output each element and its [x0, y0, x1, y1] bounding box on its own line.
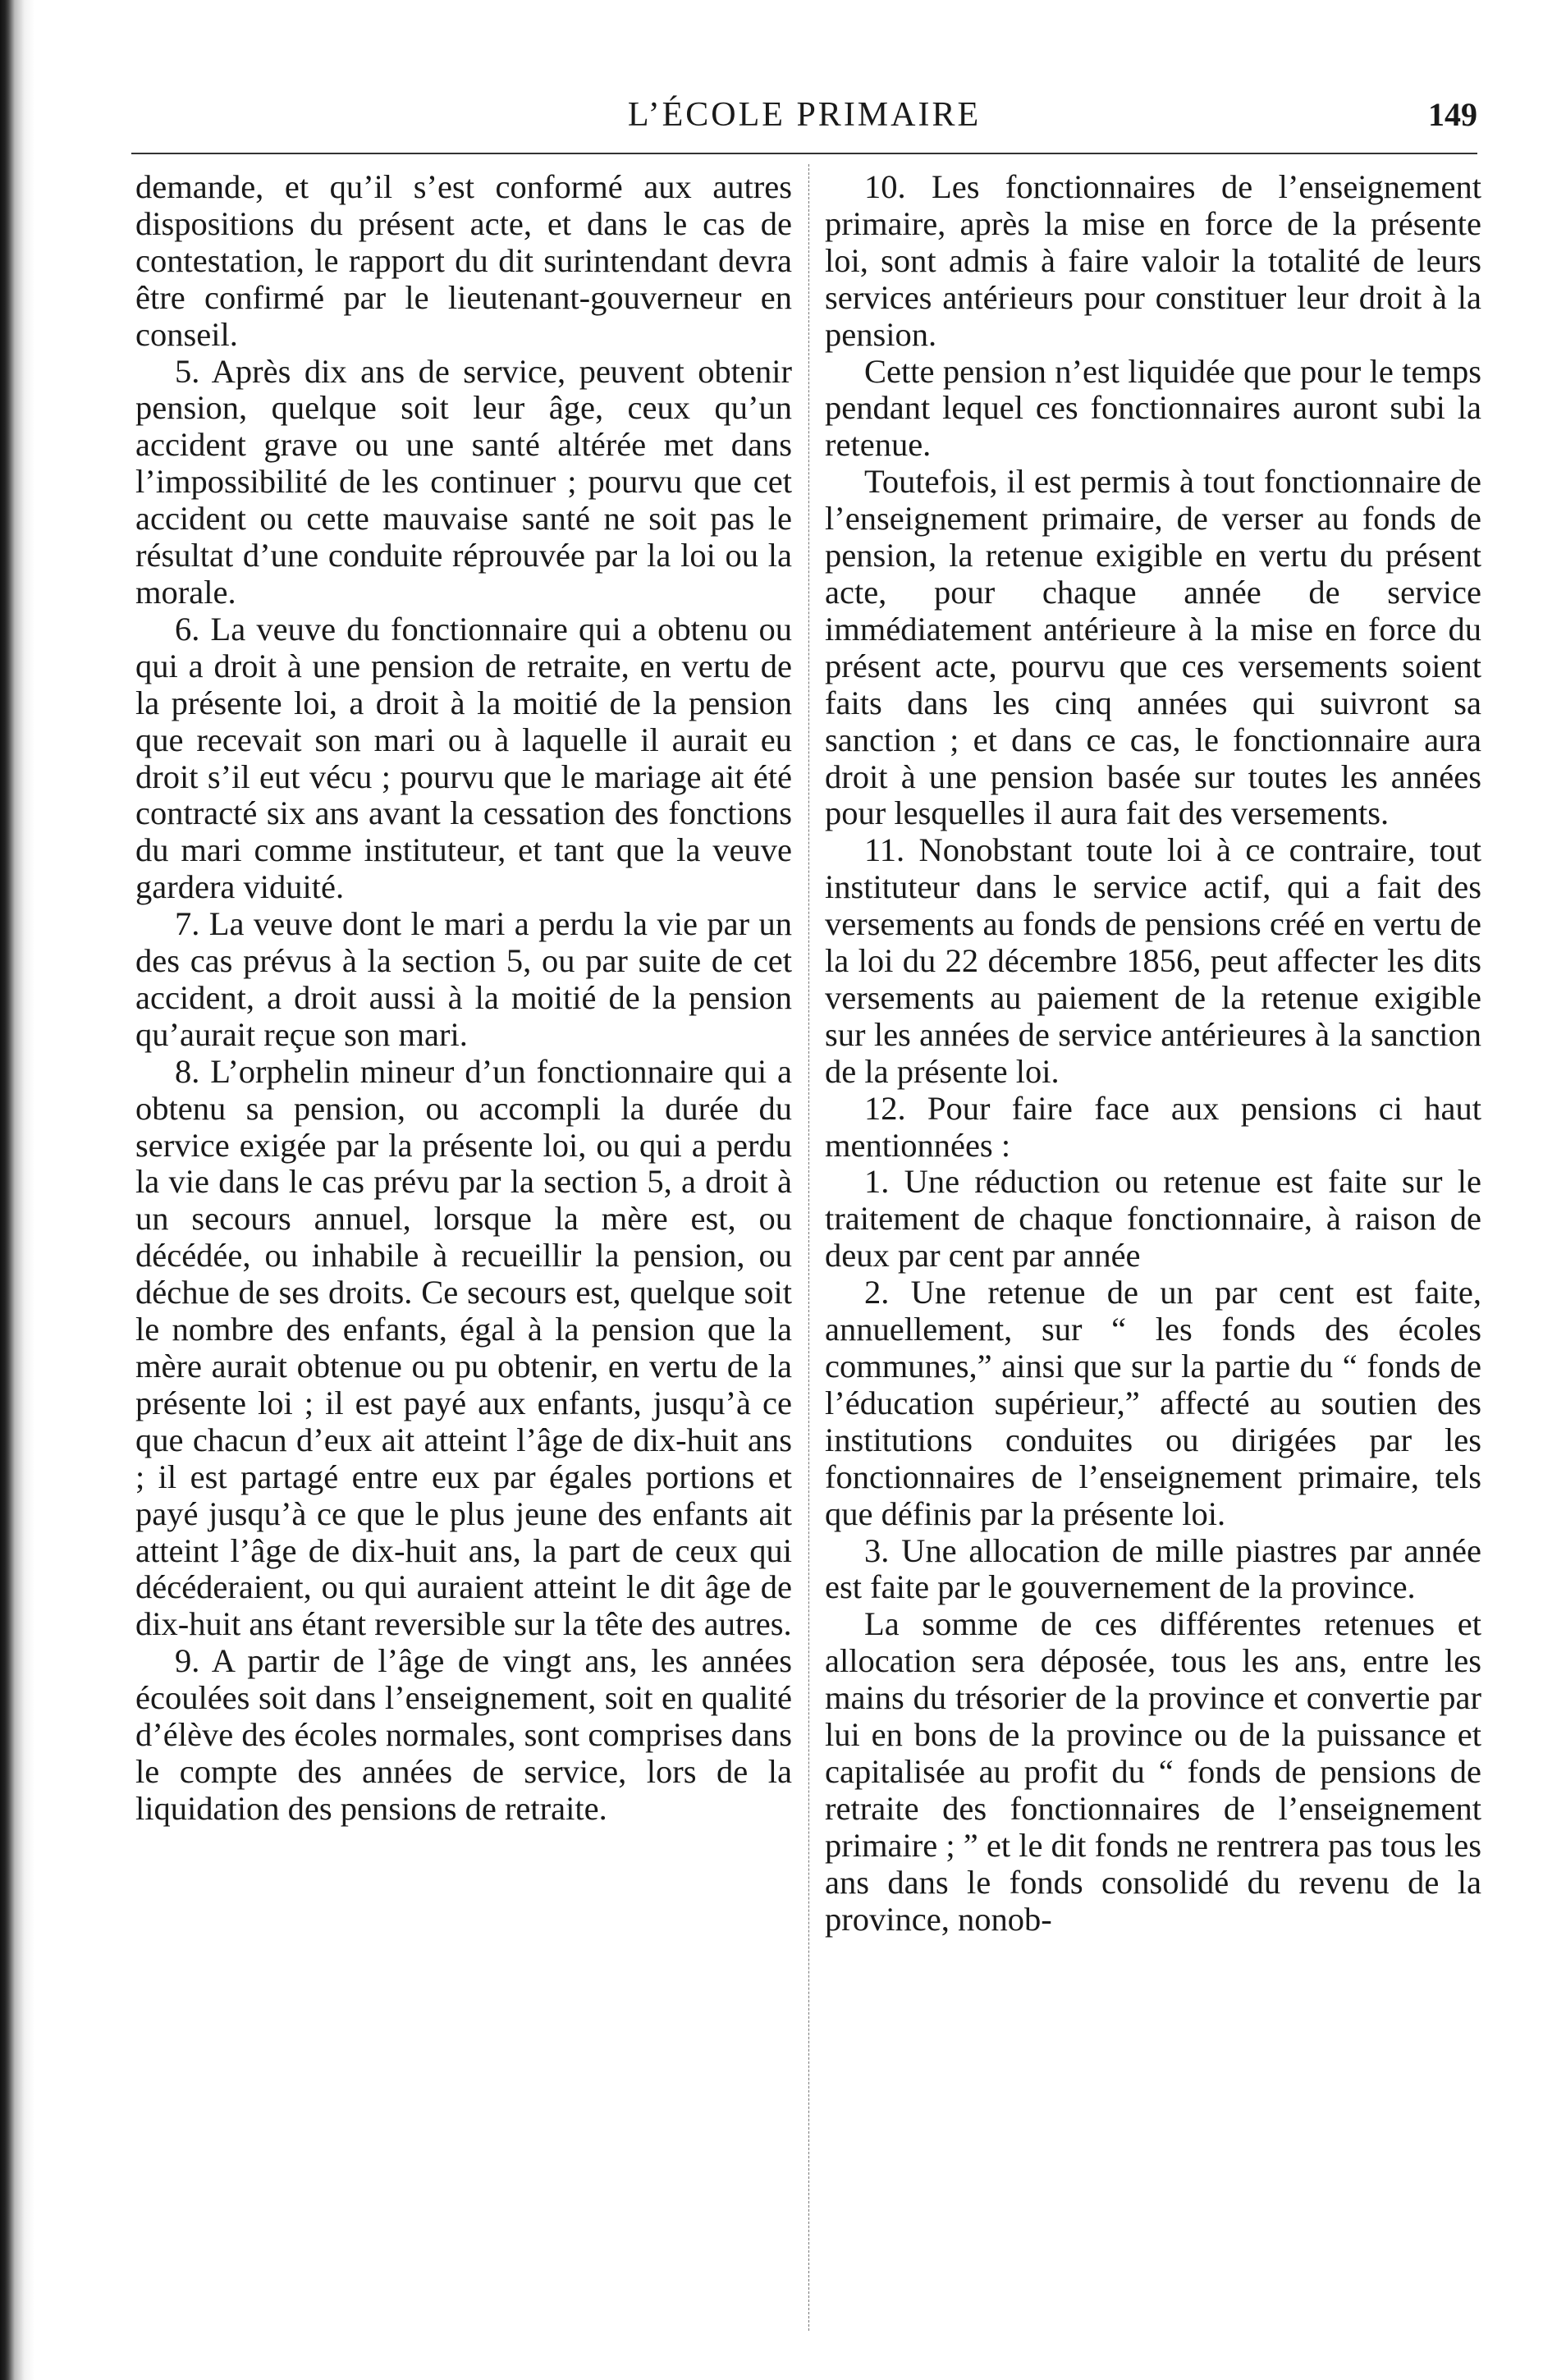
paragraph: Cette pension n’est liquidée que pour le temps pendant lequel ces fonctionnaires auront subi la retenue.	[825, 352, 1481, 464]
paragraph: 3. Une allocation de mille piastres par année est faite par le gouvernement de la province.	[825, 1531, 1481, 1606]
paragraph: demande, et qu’il s’est conformé aux autres dispositions du présent acte, et dans le cas de contestation, le rapport du dit surintendant devra être confirmé par le lieutenant-gouverneur en conseil.	[135, 168, 792, 353]
page-number: 149	[1428, 96, 1477, 133]
right-column	[825, 169, 1481, 1938]
paragraph: 8. L’orphelin mineur d’un fonctionnaire qui a obtenu sa pension, ou accompli la durée du service exigée par la présente loi, ou qui a perdu la vie dans le cas prévu par la section 5, a droit à un secours annuel, lorsque la mère est, ou décédée, ou inhabile à recueillir la pension, ou déchue de ses droits. Ce secours est, quelque soit le nombre des enfants, égal à la pension que la mère aurait obtenue ou pu obtenir, en vertu de la présente loi ; il est payé aux enfants, jusqu’à ce que chacun d’eux ait atteint l’âge de dix-huit ans ; il est partagé entre eux par égales portions et payé jusqu’à ce que le plus jeune des enfants ait atteint l’âge de dix-huit ans, la part de ceux qui décéderaient, ou qui auraient atteint le dit âge de dix-huit ans étant reversible sur la tête des autres.	[135, 1052, 792, 1643]
book-spine-shadow	[0, 0, 34, 2380]
left-column	[135, 169, 792, 1828]
paragraph: 5. Après dix ans de service, peuvent obtenir pension, quelque soit leur âge, ceux qu’un accident grave ou une santé altérée met dans l’impossibilité de les continuer ; pourvu que cet accident ou cette mauvaise santé ne soit pas le résultat d’une conduite réprouvée par la loi ou la morale.	[135, 352, 792, 611]
paragraph: La somme de ces différentes retenues et allocation sera déposée, tous les ans, entre les mains du trésorier de la province et convertie par lui en bons de la province ou de la puissance et capitalisée au profit du “ fonds de pensions de retraite des fonctionnaires de l’enseignement primaire ; ” et le dit fonds ne rentrera pas tous les ans dans le fonds consolidé du revenu de la province, nonob-	[825, 1605, 1481, 1938]
running-header	[131, 90, 1477, 140]
paragraph: 2. Une retenue de un par cent est faite, annuellement, sur “ les fonds des écoles communes,” ainsi que sur la partie du “ fonds de l’éducation supérieur,” affecté au soutien des institutions conduites ou dirigées par les fonctionnaires de l’enseignement primaire, tels que définis par la présente loi.	[825, 1274, 1481, 1532]
paragraph: Toutefois, il est permis à tout fonctionnaire de l’enseignement primaire, de verser au fonds de pension, la retenue exigible en vertu du présent acte, pour chaque année de service immédiatement antérieure à la mise en force du présent acte, pourvu que ces versements soient faits dans les cinq années qui suivront sa sanction ; et dans ce cas, le fonctionnaire aura droit à une pension basée sur toutes les années pour lesquelles il aura fait des versements.	[825, 463, 1481, 832]
header-rule	[131, 153, 1477, 154]
column-divider	[808, 164, 809, 2331]
paragraph: 11. Nonobstant toute loi à ce contraire, tout instituteur dans le service actif, qui a fait des versements au fonds de pensions créé en vertu de la loi du 22 décembre 1856, peut affecter les dits versements au paiement de la retenue exigible sur les années de service antérieures à la sanction de la présente loi.	[825, 831, 1481, 1090]
paragraph: 7. La veuve dont le mari a perdu la vie par un des cas prévus à la section 5, ou par suite de cet accident, a droit aussi à la moitié de la pension qu’aurait reçue son mari.	[135, 905, 792, 1053]
running-title: L’ÉCOLE PRIMAIRE	[627, 96, 982, 134]
paragraph: 1. Une réduction ou retenue est faite sur le traitement de chaque fonctionnaire, à raison de deux par cent par année	[825, 1163, 1481, 1275]
paragraph: 10. Les fonctionnaires de l’enseignement primaire, après la mise en force de la présente loi, sont admis à faire valoir la totalité de leurs services antérieurs pour constituer leur droit à la pension.	[825, 168, 1481, 353]
paragraph: 9. A partir de l’âge de vingt ans, les années écoulées soit dans l’enseignement, soit en qualité d’élève des écoles normales, sont comprises dans le compte des années de service, lors de la liquidation des pensions de retraite.	[135, 1642, 792, 1827]
paragraph: 12. Pour faire face aux pensions ci haut mentionnées :	[825, 1089, 1481, 1164]
paragraph: 6. La veuve du fonctionnaire qui a obtenu ou qui a droit à une pension de retraite, en vertu de la présente loi, a droit à la moitié de la pension que recevait son mari ou à laquelle il aurait eu droit s’il eut vécu ; pourvu que le mariage ait été contracté six ans avant la cessation des fonctions du mari comme instituteur, et tant que la veuve gardera viduité.	[135, 610, 792, 906]
